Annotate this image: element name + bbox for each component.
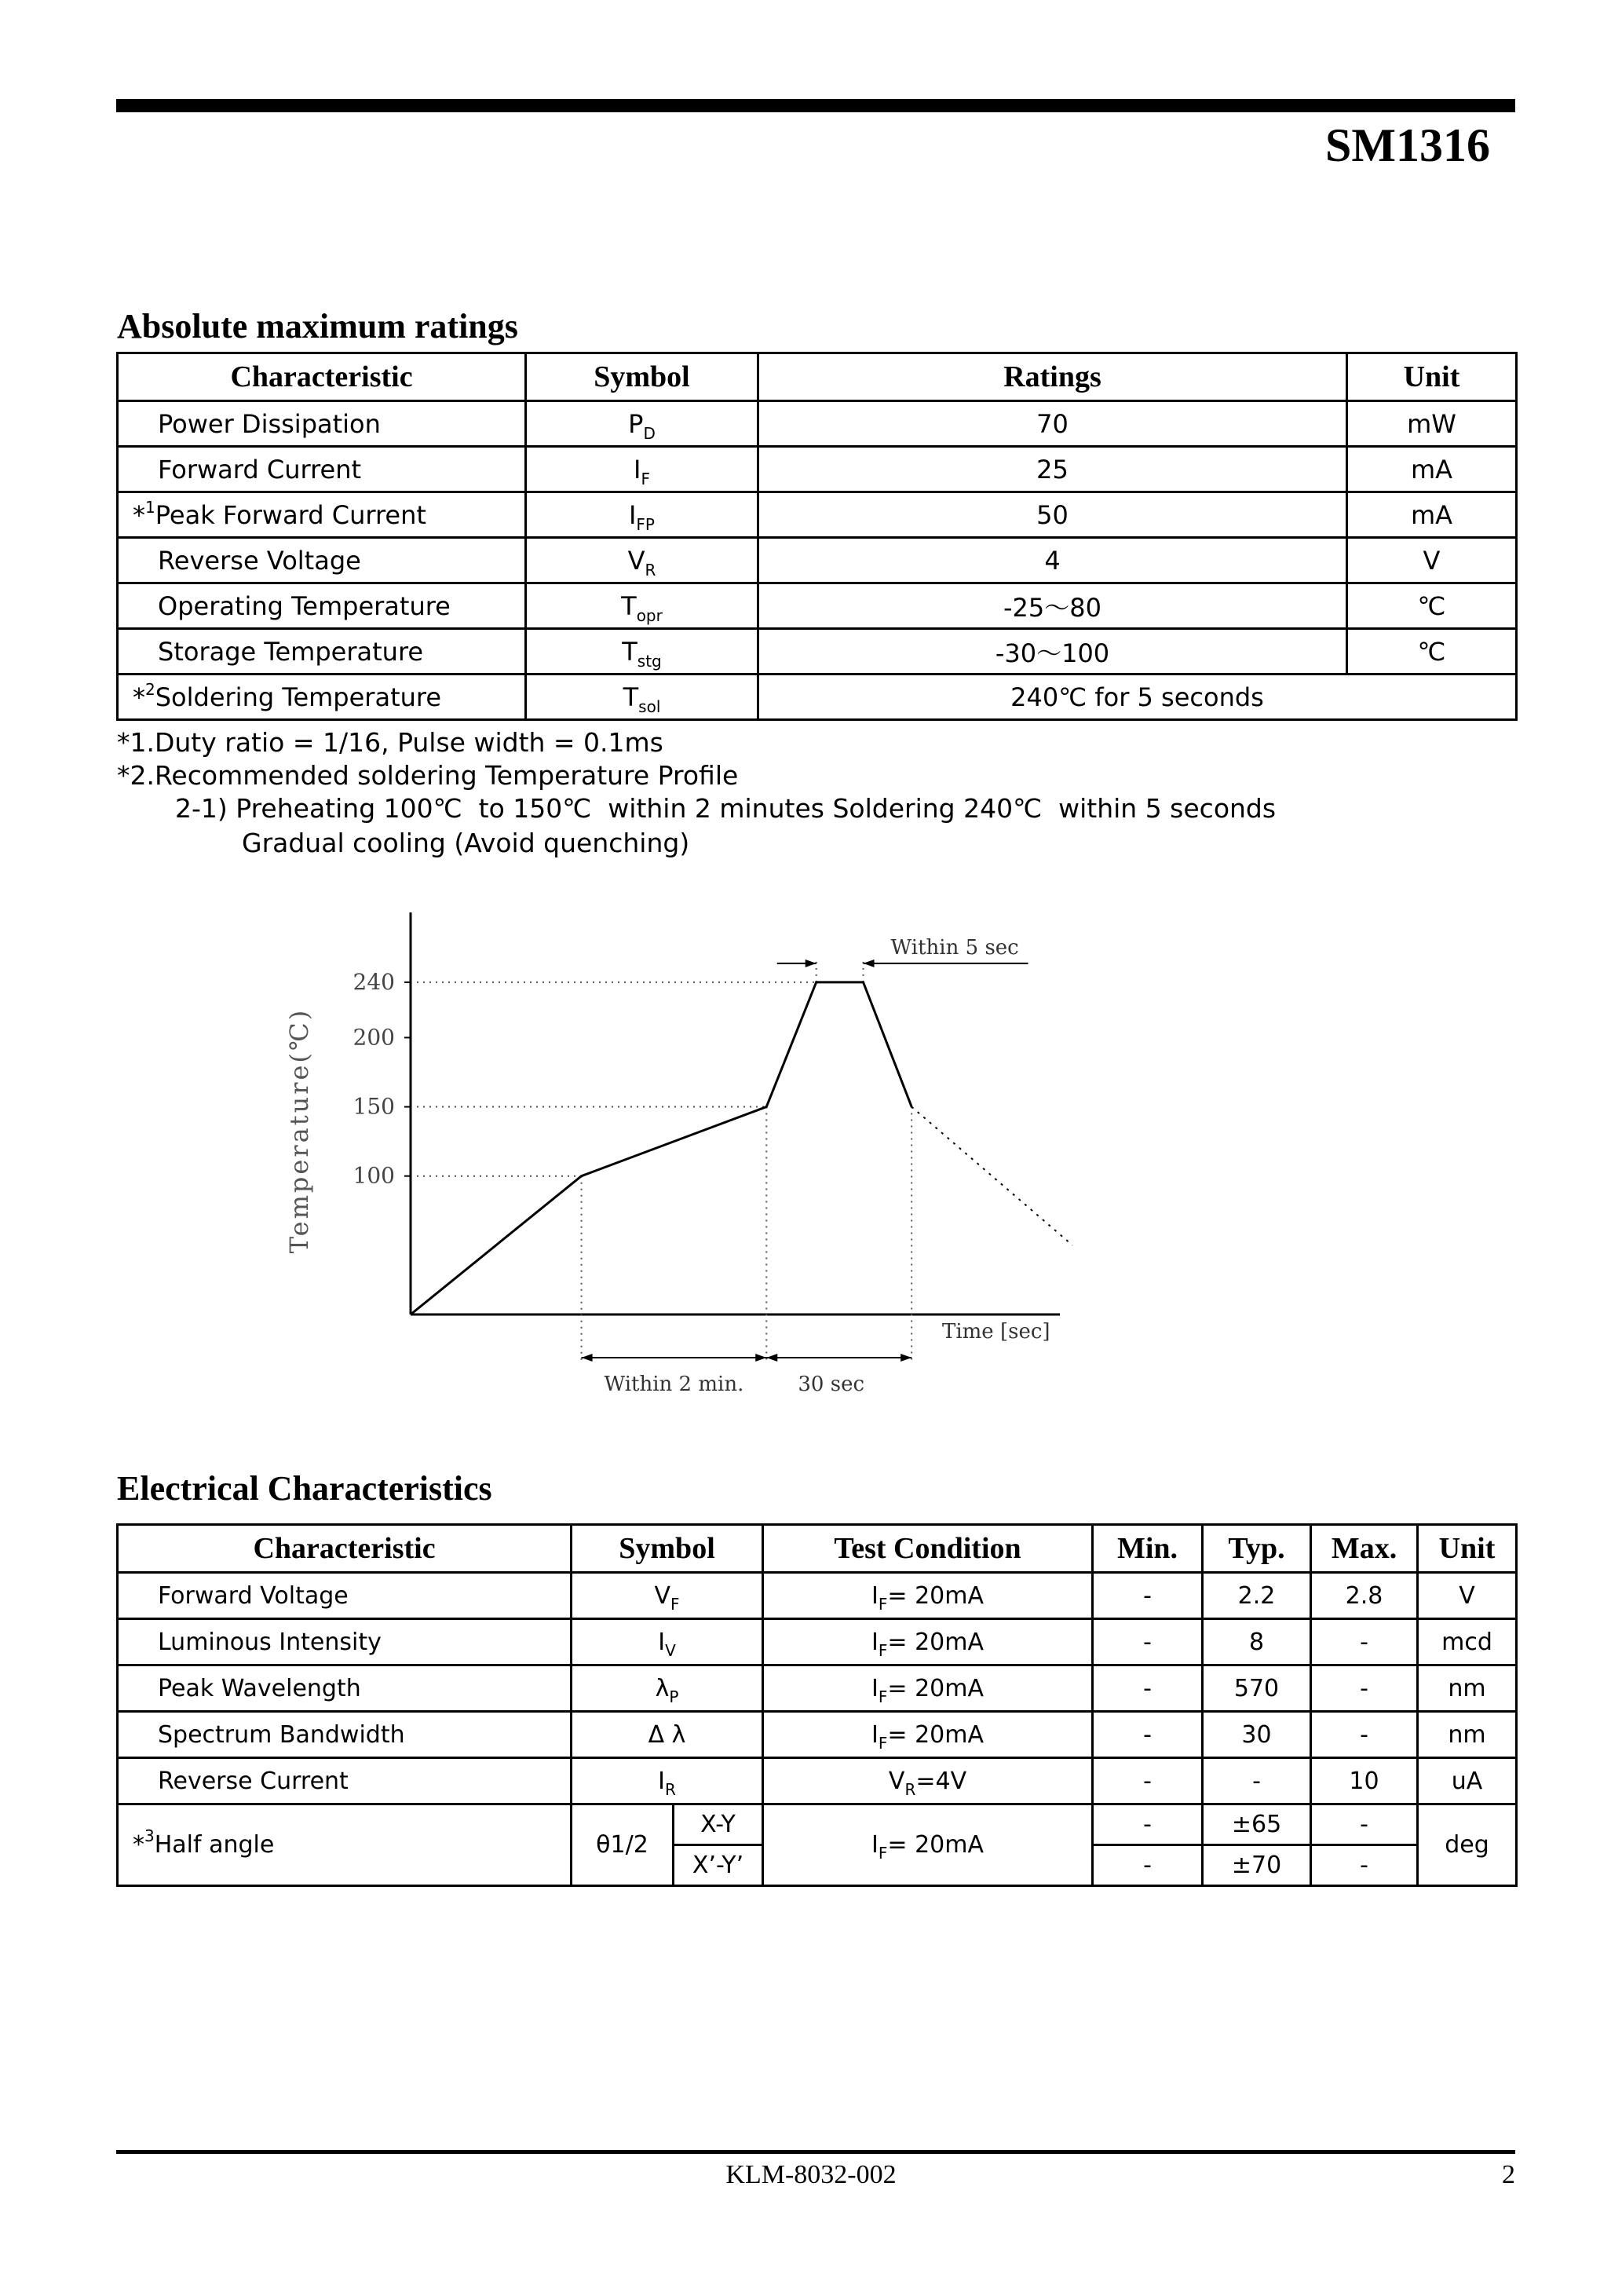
part-number: SM1316 xyxy=(1325,119,1490,171)
rating-cell: 240℃ for 5 seconds xyxy=(758,675,1517,720)
abs-max-table xyxy=(116,352,1518,721)
unit-cell: mW xyxy=(1347,401,1517,447)
column-header: Unit xyxy=(1347,353,1517,401)
characteristic-cell: *$^1$Peak Forward Current xyxy=(118,492,526,538)
condition-cell: $V_R=4V$ xyxy=(763,1758,1093,1804)
footnote-soldering-profile: *2.Recommended soldering Temperature Profile xyxy=(117,760,739,791)
electrical-table xyxy=(116,1523,1518,1887)
typ-cell: 8 xyxy=(1203,1619,1311,1665)
characteristic-cell: Operating Temperature xyxy=(118,583,526,629)
table-header-row xyxy=(118,1525,1517,1573)
unit-cell: mA xyxy=(1347,447,1517,492)
table-row xyxy=(118,492,1517,538)
table-header-row xyxy=(118,353,1517,401)
unit-cell: deg xyxy=(1418,1804,1517,1886)
rating-cell: 50 xyxy=(758,492,1347,538)
symbol-cell: θ1/2 xyxy=(572,1804,674,1886)
y-axis-label: Temperature(℃) xyxy=(284,1007,314,1254)
within-2-min-arrow-head xyxy=(582,1354,593,1362)
characteristic-cell: *$^2$Soldering Temperature xyxy=(118,675,526,720)
max-cell: - xyxy=(1311,1845,1418,1886)
characteristic-cell: Reverse Voltage xyxy=(118,538,526,583)
y-tick-label: 200 xyxy=(353,1024,395,1051)
min-cell: - xyxy=(1093,1845,1203,1886)
table-row xyxy=(118,1804,1517,1845)
max-cell: 2.8 xyxy=(1311,1573,1418,1619)
typ-cell: - xyxy=(1203,1758,1311,1804)
symbol-cell: $I_{FP}$ xyxy=(526,492,758,538)
symbol-cell: $I_R$ xyxy=(572,1758,763,1804)
typ-cell: 30 xyxy=(1203,1712,1311,1758)
unit-cell: V xyxy=(1418,1573,1517,1619)
column-header: Test Condition xyxy=(763,1525,1093,1573)
column-header: Characteristic xyxy=(118,353,526,401)
column-header: Symbol xyxy=(572,1525,763,1573)
typ-cell: ±70 xyxy=(1203,1845,1311,1886)
characteristic-cell: Peak Wavelength xyxy=(118,1665,572,1712)
series-line-profile xyxy=(411,982,911,1314)
symbol-cell: $I_F$ xyxy=(526,447,758,492)
rating-cell: -30～100 xyxy=(758,629,1347,675)
max-cell: - xyxy=(1311,1665,1418,1712)
annotation-within-2-min: Within 2 min. xyxy=(604,1373,744,1396)
symbol-cell: Δ λ xyxy=(572,1712,763,1758)
table-row xyxy=(118,675,1517,720)
bottom-rule xyxy=(116,2150,1515,2154)
axis-cell: X’-Y’ xyxy=(674,1845,763,1886)
unit-cell: uA xyxy=(1418,1758,1517,1804)
y-tick-label: 240 xyxy=(353,968,395,995)
column-header: Typ. xyxy=(1203,1525,1311,1573)
min-cell: - xyxy=(1093,1712,1203,1758)
table-row xyxy=(118,538,1517,583)
unit-cell: mA xyxy=(1347,492,1517,538)
top-rule xyxy=(116,99,1515,112)
condition-cell: $I_F= 20mA$ xyxy=(763,1712,1093,1758)
characteristic-cell: Spectrum Bandwidth xyxy=(118,1712,572,1758)
unit-cell: ℃ xyxy=(1347,583,1517,629)
within-5-sec-marker-head xyxy=(864,960,875,967)
annotation-30-sec: 30 sec xyxy=(798,1373,865,1396)
within-2-min-arrow-head xyxy=(755,1354,766,1362)
unit-cell: mcd xyxy=(1418,1619,1517,1665)
condition-cell: $I_F= 20mA$ xyxy=(763,1665,1093,1712)
column-header: Min. xyxy=(1093,1525,1203,1573)
condition-cell: $I_F= 20mA$ xyxy=(763,1619,1093,1665)
max-cell: 10 xyxy=(1311,1758,1418,1804)
max-cell: - xyxy=(1311,1619,1418,1665)
thirty-sec-arrow-head xyxy=(901,1354,911,1362)
condition-cell: $I_F= 20mA$ xyxy=(763,1573,1093,1619)
column-header: Symbol xyxy=(526,353,758,401)
rating-cell: -25～80 xyxy=(758,583,1347,629)
symbol-cell: $\lambda_P$ xyxy=(572,1665,763,1712)
thirty-sec-arrow-head xyxy=(766,1354,777,1362)
unit-cell: nm xyxy=(1418,1712,1517,1758)
page-number: 2 xyxy=(1502,2160,1515,2189)
soldering-profile-chart xyxy=(259,895,1083,1413)
unit-cell: nm xyxy=(1418,1665,1517,1712)
max-cell: - xyxy=(1311,1804,1418,1845)
symbol-cell: $I_V$ xyxy=(572,1619,763,1665)
document-code: KLM-8032-002 xyxy=(725,2160,897,2189)
column-header: Characteristic xyxy=(118,1525,572,1573)
rating-cell: 4 xyxy=(758,538,1347,583)
y-tick-label: 150 xyxy=(353,1093,395,1120)
characteristic-cell: Luminous Intensity xyxy=(118,1619,572,1665)
annotation-within-5-sec: Within 5 sec xyxy=(890,935,1019,960)
typ-cell: 570 xyxy=(1203,1665,1311,1712)
typ-cell: ±65 xyxy=(1203,1804,1311,1845)
y-tick-label: 100 xyxy=(353,1162,395,1189)
footnote-duty-ratio: *1.Duty ratio = 1/16, Pulse width = 0.1ms xyxy=(117,727,663,758)
symbol-cell: $P_D$ xyxy=(526,401,758,447)
characteristic-cell: *$^3$Half angle xyxy=(118,1804,572,1886)
table-row xyxy=(118,629,1517,675)
axis-cell: X-Y xyxy=(674,1804,763,1845)
typ-cell: 2.2 xyxy=(1203,1573,1311,1619)
abs-max-title: Absolute maximum ratings xyxy=(117,307,518,345)
characteristic-cell: Forward Voltage xyxy=(118,1573,572,1619)
unit-cell: ℃ xyxy=(1347,629,1517,675)
rating-cell: 25 xyxy=(758,447,1347,492)
footnote-preheating: 2-1) Preheating 100℃ to 150℃ within 2 minutes Soldering 240℃ within 5 seconds xyxy=(175,793,1277,824)
within-5-sec-marker-head xyxy=(806,960,816,967)
characteristic-cell: Storage Temperature xyxy=(118,629,526,675)
column-header: Ratings xyxy=(758,353,1347,401)
min-cell: - xyxy=(1093,1758,1203,1804)
characteristic-cell: Power Dissipation xyxy=(118,401,526,447)
x-axis-label: Time [sec] xyxy=(942,1320,1050,1344)
electrical-title: Electrical Characteristics xyxy=(117,1469,492,1508)
symbol-cell: $T_{sol}$ xyxy=(526,675,758,720)
table-row xyxy=(118,401,1517,447)
column-header: Max. xyxy=(1311,1525,1418,1573)
max-cell: - xyxy=(1311,1712,1418,1758)
series-line-cooling xyxy=(911,1107,1072,1245)
table-row xyxy=(118,447,1517,492)
characteristic-cell: Forward Current xyxy=(118,447,526,492)
condition-cell: $I_F= 20mA$ xyxy=(763,1804,1093,1886)
unit-cell: V xyxy=(1347,538,1517,583)
characteristic-cell: Reverse Current xyxy=(118,1758,572,1804)
symbol-cell: $T_{opr}$ xyxy=(526,583,758,629)
min-cell: - xyxy=(1093,1573,1203,1619)
rating-cell: 70 xyxy=(758,401,1347,447)
symbol-cell: $V_F$ xyxy=(572,1573,763,1619)
min-cell: - xyxy=(1093,1804,1203,1845)
table-row xyxy=(118,1619,1517,1665)
footnote-cooling: Gradual cooling (Avoid quenching) xyxy=(242,828,690,858)
symbol-cell: $T_{stg}$ xyxy=(526,629,758,675)
min-cell: - xyxy=(1093,1619,1203,1665)
table-row xyxy=(118,1758,1517,1804)
min-cell: - xyxy=(1093,1665,1203,1712)
table-row xyxy=(118,1712,1517,1758)
column-header: Unit xyxy=(1418,1525,1517,1573)
symbol-cell: $V_R$ xyxy=(526,538,758,583)
table-row xyxy=(118,1665,1517,1712)
table-row xyxy=(118,1573,1517,1619)
table-row xyxy=(118,583,1517,629)
